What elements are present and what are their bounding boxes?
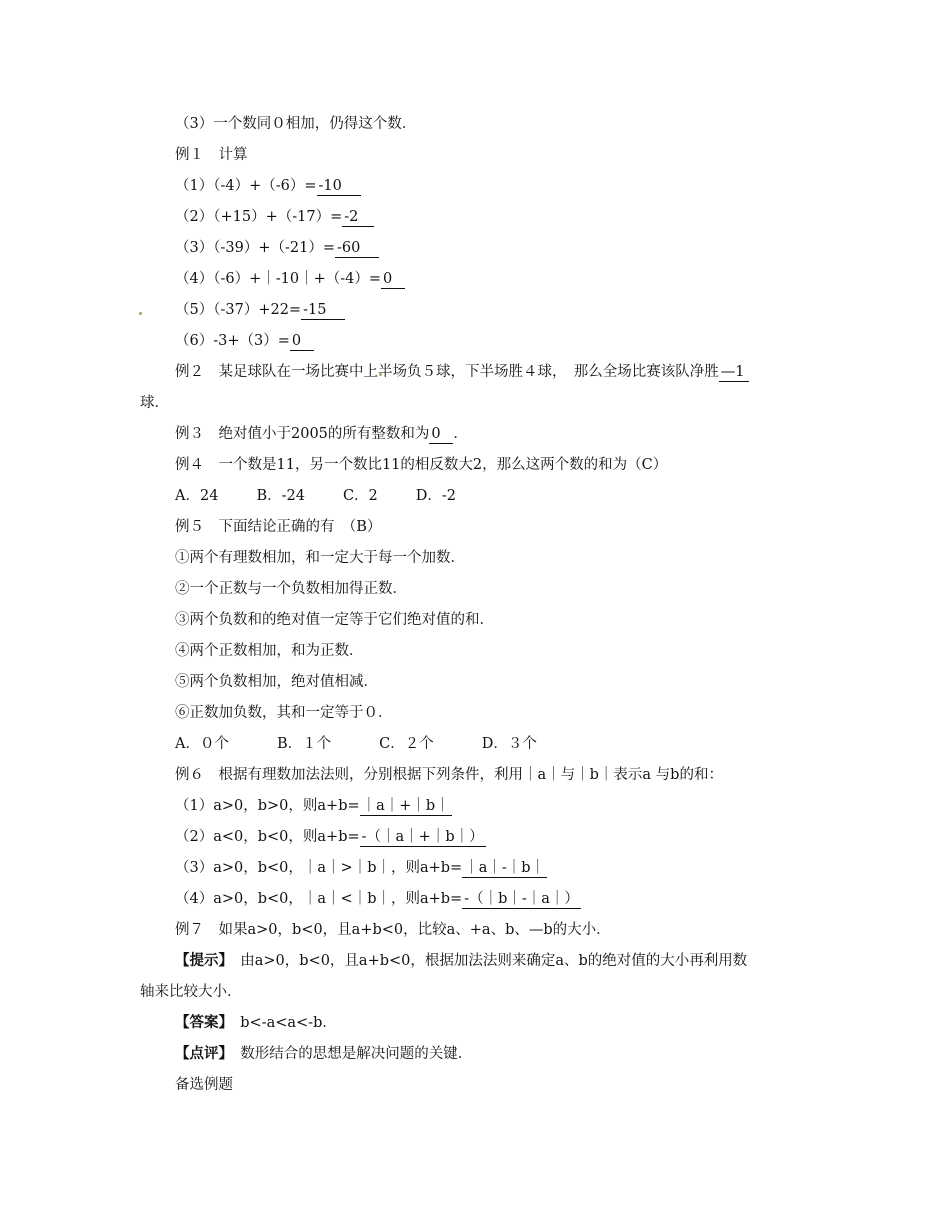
option-d: D．３个 [481, 736, 537, 752]
option-c: C．2 [342, 488, 378, 504]
example-5-statement-6: ⑥正数加负数，其和一定等于０． [175, 705, 393, 721]
comment-label: 【点评】 [175, 1045, 226, 1062]
option-d: D．-2 [415, 488, 457, 504]
answer-blank: ｜a｜-｜b｜ [464, 860, 546, 876]
example-1-item-5 [175, 300, 345, 320]
example-7-hint [175, 951, 747, 971]
question-text: （1）a>0，b>0，则a+b= [175, 798, 360, 814]
question-text: 例３ 绝对值小于2005的所有整数和为 [175, 426, 430, 442]
example-1-item-1 [175, 176, 361, 196]
answer-blank: -2 [342, 209, 374, 227]
spare-examples-heading: 备选例题 [175, 1077, 233, 1093]
decorative-dot [139, 312, 142, 315]
answer-blank: -60 [335, 240, 379, 258]
option-c: C．２个 [379, 736, 434, 752]
example-4-question: 例４ 一个数是11，另一个数比11的相反数大2，那么这两个数的和为（C） [175, 457, 668, 473]
answer-blank: 0 [381, 271, 405, 289]
option-a: A．０个 [175, 736, 229, 752]
example-7-comment [175, 1044, 472, 1064]
example-2-tail: 球． [140, 395, 169, 411]
answer-text: b<-a<a<-b． [225, 1015, 337, 1031]
question-text: （5）（-37）+22= [175, 302, 302, 318]
option-b: B．１个 [276, 736, 332, 752]
example-3-question [175, 424, 468, 444]
example-2-question [175, 362, 749, 382]
example-1-item-2 [175, 207, 374, 227]
question-text: （3）a>0，b<0，｜a｜>｜b｜，则a+b= [175, 860, 463, 876]
example-6-item-3 [175, 858, 547, 878]
hint-text: 由a>0，b<0，且a+b<0，根据加法法则来确定a、b的绝对值的大小再利用数 [225, 953, 748, 969]
answer-blank: -10 [317, 178, 361, 196]
example-7-question: 例７ 如果a>0，b<0，且a+b<0，比较a、+a、b、—b的大小． [175, 922, 611, 938]
answer-blank: -（｜b｜-｜a｜） [464, 891, 579, 907]
question-text: （1）（-4）+（-6）= [175, 178, 317, 194]
answer-blank: ｜a｜+｜b｜ [361, 798, 450, 814]
comment-text: 数形结合的思想是解决问题的关键． [225, 1046, 473, 1062]
answer-blank: 0 [290, 333, 314, 351]
option-a: A．24 [175, 488, 219, 504]
question-text: （3）（-39）+（-21）= [175, 240, 335, 256]
example-5-statement-2: ②一个正数与一个负数相加得正数． [175, 581, 407, 597]
example-5-question: 例５ 下面结论正确的有 （B） [175, 519, 382, 535]
example-6-item-1 [175, 796, 452, 816]
rule-3-text: （3）一个数同０相加，仍得这个数． [175, 116, 417, 132]
example-6-item-2 [175, 827, 486, 847]
example-5-options [175, 734, 537, 754]
example-4-options [175, 486, 456, 506]
question-text: （2）（+15）+（-17）= [175, 209, 343, 225]
question-text: （4）（-6）+｜-10｜+（-4）= [175, 271, 382, 287]
answer-blank: -15 [301, 302, 345, 320]
hint-label: 【提示】 [175, 952, 226, 969]
example-7-hint-continued: 轴来比较大小． [140, 984, 242, 1000]
question-text: （6）-3+（3）= [175, 333, 290, 349]
answer-blank: 0 [429, 426, 453, 444]
example-1-title: 例１ 计算 [175, 147, 248, 163]
example-1-item-3 [175, 238, 379, 258]
example-5-statement-4: ④两个正数相加，和为正数． [175, 643, 364, 659]
option-b: B．-24 [256, 488, 305, 504]
question-tail: ． [453, 426, 468, 442]
question-text: （2）a<0，b<0，则a+b= [175, 829, 360, 845]
example-7-answer [175, 1013, 337, 1033]
question-text: （4）a>0，b<0，｜a｜<｜b｜，则a+b= [175, 891, 463, 907]
answer-blank: —1 [719, 364, 749, 382]
answer-blank: -（｜a｜+｜b｜） [361, 829, 484, 845]
example-5-statement-5: ⑤两个负数相加，绝对值相减． [175, 674, 378, 690]
example-6-item-4 [175, 889, 581, 909]
example-5-statement-3: ③两个负数和的绝对值一定等于它们绝对值的和． [175, 612, 494, 628]
example-6-question: 例６ 根据有理数加法法则，分别根据下列条件，利用｜a｜与｜b｜表示a 与b的和： [175, 767, 723, 783]
question-text: 例２ 某足球队在一场比赛中上半场负５球，下半场胜４球， 那么全场比赛该队净胜 [175, 364, 719, 380]
example-5-statement-1: ①两个有理数相加，和一定大于每一个加数． [175, 550, 465, 566]
answer-label: 【答案】 [175, 1014, 226, 1031]
example-1-item-6 [175, 331, 314, 351]
example-1-item-4 [175, 269, 405, 289]
